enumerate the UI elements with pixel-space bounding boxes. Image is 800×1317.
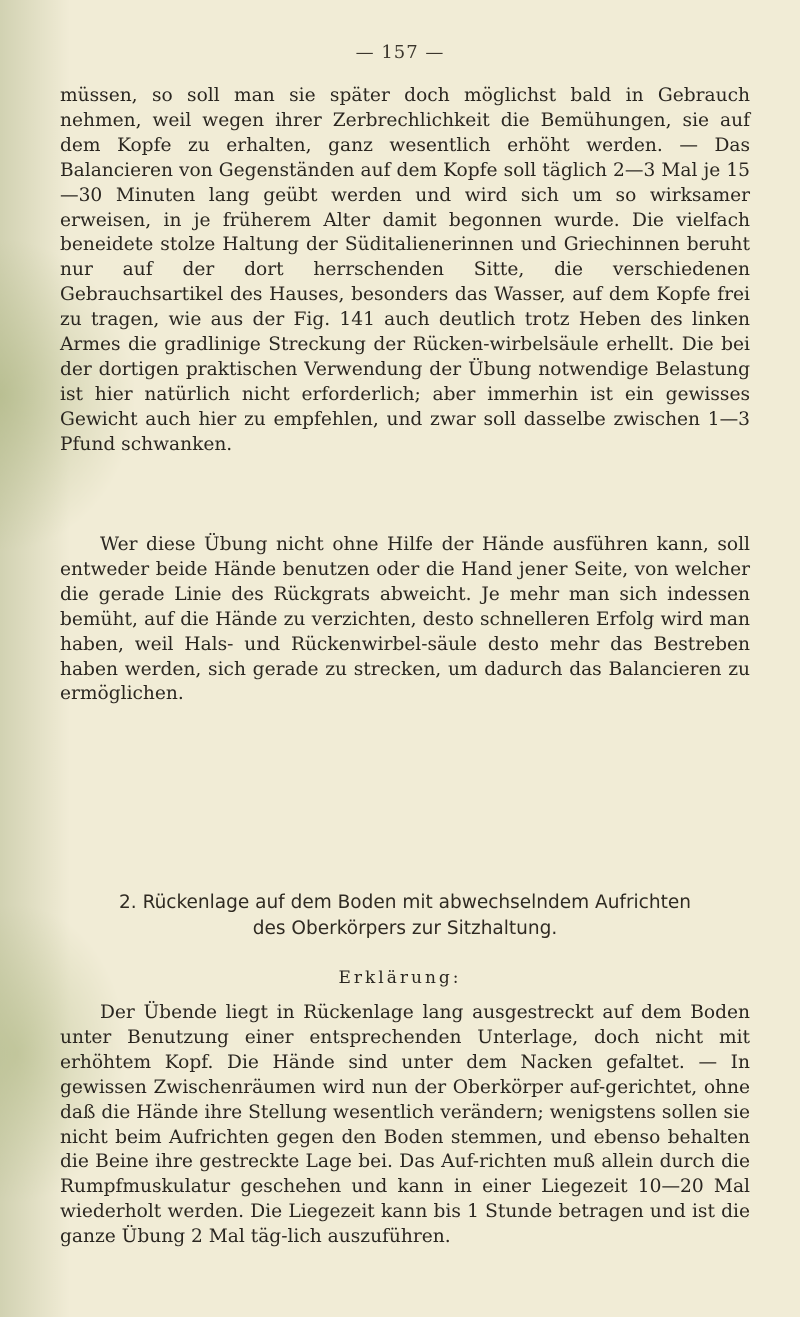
explanation-label: Erklärung: <box>338 968 462 988</box>
paragraph-explanation: Der Übende liegt in Rückenlage lang ausgestreckt auf dem Boden unter Benutzung einer entsprechenden Unterlage, doch nicht mit erhöhtem Kopf. Die Hände sind unter dem Nacken gefaltet. — In gewissen Zwischenräumen wird nun der Oberkörper auf-gerichtet, ohne daß die Hände ihre Stellung wesentlich verändern; wenigstens sollen sie nicht beim Aufrichten gegen den Boden stemmen, und ebenso behalten die Beine ihre gestreckte Lage bei. Das Auf-richten muß allein durch die Rumpfmuskulatur geschehen und kann in einer Liegezeit 10—20 Mal wiederholt werden. Die Liegezeit kann bis 1 Stunde betragen und ist die ganze Übung 2 Mal täg-lich auszuführen. <box>60 1002 750 1248</box>
section-heading-line-2: des Oberkörpers zur Sitzhaltung. <box>252 918 558 939</box>
paragraph-balancing: müssen, so soll man sie später doch möglichst bald in Gebrauch nehmen, weil wegen ihrer Zerbrechlichkeit die Bemühungen, sie auf dem Kopfe zu erhalten, ganz wesentlich erhöht werden. — Das Balancieren von Gegenständen auf dem Kopfe soll täglich 2—3 Mal je 15—30 Minuten lang geübt werden und wird sich um so wirksamer erweisen, in je früherem Alter damit begonnen wurde. Die vielfach beneidete stolze Haltung der Süditalienerinnen und Griechinnen beruht nur auf der dort herrschenden Sitte, die verschiedenen Gebrauchsartikel des Hauses, besonders das Wasser, auf dem Kopfe frei zu tragen, wie aus der Fig. 141 auch deutlich trotz Heben des linken Armes die gradlinige Streckung der Rücken-wirbelsäule erhellt. Die bei der dortigen praktischen Verwendung der Übung notwendige Belastung ist hier natürlich nicht erforderlich; aber immerhin ist ein gewisses Gewicht auch hier zu empfehlen, und zwar soll dasselbe zwischen 1—3 Pfund schwanken. <box>60 85 750 455</box>
paragraph-hands: Wer diese Übung nicht ohne Hilfe der Hände ausführen kann, soll entweder beide Hände benutzen oder die Hand jener Seite, von welcher die gerade Linie des Rückgrats abweicht. Je mehr man sich indessen bemüht, auf die Hände zu verzichten, desto schnelleren Erfolg wird man haben, weil Hals- und Rückenwirbel-säule desto mehr das Bestreben haben werden, sich gerade zu strecken, um dadurch das Balancieren zu ermöglichen. <box>60 534 750 705</box>
section-heading <box>60 890 750 942</box>
section-heading-line-1: 2. Rückenlage auf dem Boden mit abwechselndem Aufrichten <box>119 892 691 913</box>
page-number: — 157 — <box>355 42 445 63</box>
